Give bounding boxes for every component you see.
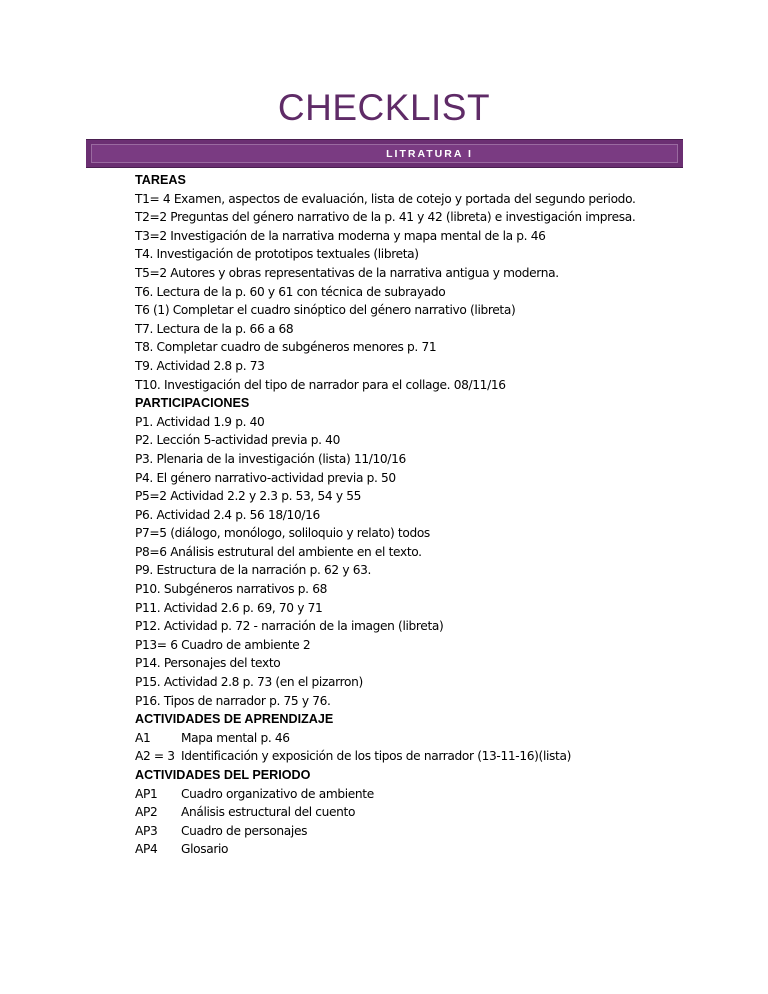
periodo-list [135,785,695,859]
list-item: P12. Actividad p. 72 - narración de la imagen (libreta) [135,619,444,634]
list-item: T10. Investigación del tipo de narrador para el collage. 08/11/16 [135,377,506,392]
list-item: P5=2 Actividad 2.2 y 2.3 p. 53, 54 y 55 [135,489,362,504]
item-code: A1 [135,730,151,745]
list-item: T1= 4 Examen, aspectos de evaluación, lista de cotejo y portada del segundo periodo. [135,191,636,206]
participaciones-list [135,413,695,711]
list-item: T3=2 Investigación de la narrativa moderna y mapa mental de la p. 46 [135,228,546,243]
list-item: P14. Personajes del texto [135,656,281,671]
aprendizaje-heading: ACTIVIDADES DE APRENDIZAJE [135,712,334,727]
list-item: P3. Plenaria de la investigación (lista) 11/10/16 [135,451,406,466]
section-band [86,139,683,168]
list-item: T6. Lectura de la p. 60 y 61 con técnica de subrayado [135,284,446,299]
list-item: T8. Completar cuadro de subgéneros menores p. 71 [135,340,437,355]
list-item [135,822,695,841]
list-item: P16. Tipos de narrador p. 75 y 76. [135,693,331,708]
item-text: Mapa mental p. 46 [181,730,290,745]
list-item: P1. Actividad 1.9 p. 40 [135,414,265,429]
list-item: P13= 6 Cuadro de ambiente 2 [135,637,311,652]
item-text: Identificación y exposición de los tipos de narrador (13-11-16)(lista) [181,749,571,764]
item-code: AP4 [135,842,158,857]
item-text: Cuadro de personajes [181,823,308,838]
tareas-list [135,190,695,395]
list-item [135,840,695,859]
list-item: P4. El género narrativo-actividad previa p. 50 [135,470,396,485]
item-text: Cuadro organizativo de ambiente [181,786,374,801]
list-item: T5=2 Autores y obras representativas de la narrativa antigua y moderna. [135,265,559,280]
list-item: P7=5 (diálogo, monólogo, soliloquio y relato) todos [135,526,430,541]
list-item: T2=2 Preguntas del género narrativo de la p. 41 y 42 (libreta) e investigación impresa. [135,210,636,225]
list-item: P8=6 Análisis estrutural del ambiente en el texto. [135,544,422,559]
checklist-content [135,171,695,859]
list-item [135,785,695,804]
participaciones-heading: PARTICIPACIONES [135,396,250,411]
list-item: P10. Subgéneros narrativos p. 68 [135,582,328,597]
aprendizaje-list [135,729,695,766]
item-text: Glosario [181,842,229,857]
list-item [135,747,695,766]
list-item: T4. Investigación de prototipos textuales (libreta) [135,247,419,262]
list-item: P11. Actividad 2.6 p. 69, 70 y 71 [135,600,323,615]
section-band-inner [91,144,678,163]
item-code: AP1 [135,786,158,801]
item-code: AP2 [135,805,158,820]
tareas-heading: TAREAS [135,173,186,187]
list-item: T6 (1) Completar el cuadro sinóptico del género narrativo (libreta) [135,303,516,318]
list-item: T7. Lectura de la p. 66 a 68 [135,321,294,336]
list-item: P2. Lección 5-actividad previa p. 40 [135,433,340,448]
list-item: P9. Estructura de la narración p. 62 y 63. [135,563,372,578]
list-item: P6. Actividad 2.4 p. 56 18/10/16 [135,507,320,522]
item-code: AP3 [135,823,158,838]
document-title: CHECKLIST [277,87,491,128]
list-item: T9. Actividad 2.8 p. 73 [135,358,265,373]
section-band-label: LITRATURA I [386,147,473,160]
list-item [135,729,695,748]
list-item [135,803,695,822]
item-text: Análisis estructural del cuento [181,805,356,820]
item-code: A2 = 3 [135,749,175,764]
periodo-heading: ACTIVIDADES DEL PERIODO [135,768,311,782]
list-item: P15. Actividad 2.8 p. 73 (en el pizarron) [135,675,363,690]
